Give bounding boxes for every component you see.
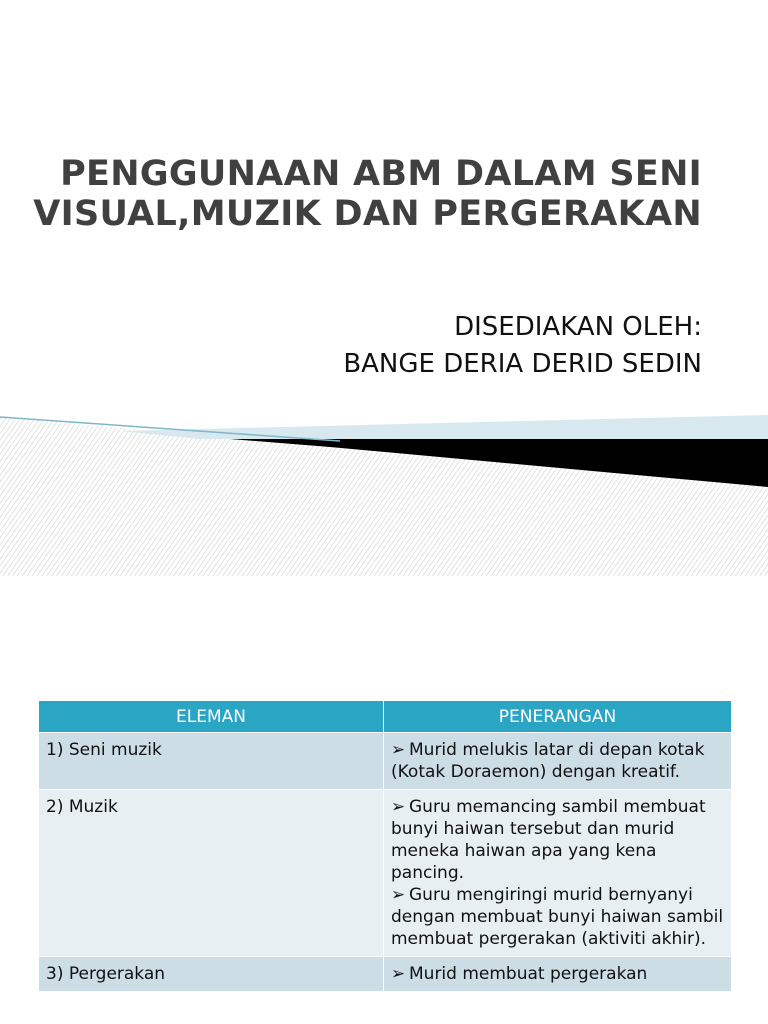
- title-line-2: VISUAL,MUZIK DAN PERGERAKAN: [33, 194, 702, 234]
- light-blue-stripe: [120, 415, 768, 441]
- arrow-bullet-icon: ➢: [391, 885, 406, 905]
- table-row: [39, 957, 732, 992]
- bullet-point: ➢ Murid membuat pergerakan: [391, 964, 648, 984]
- bullet-point: ➢ Guru mengiringi murid bernyanyi dengan membuat bunyi haiwan sambil membuat pergerakan (aktiviti akhir).: [391, 885, 724, 949]
- subtitle-line-2: BANGE DERIA DERID SEDIN: [343, 349, 702, 379]
- description-cell: [384, 957, 732, 992]
- header-penerangan: PENERANGAN: [384, 701, 732, 733]
- description-cell: [384, 733, 732, 790]
- element-cell: 2) Muzik: [39, 790, 384, 957]
- content-slide: [0, 576, 768, 1024]
- slide-subtitle: [102, 309, 702, 383]
- bullet-point: ➢ Guru memancing sambil membuat bunyi haiwan tersebut dan murid meneka haiwan apa yang kena pancing.: [391, 797, 706, 883]
- description-cell: [384, 790, 732, 957]
- decorative-wave-band: [0, 405, 768, 576]
- table-header-row: [39, 701, 732, 733]
- slide-title: [22, 154, 702, 234]
- table-row: [39, 733, 732, 790]
- elements-table: [38, 700, 732, 992]
- arrow-bullet-icon: ➢: [391, 740, 406, 760]
- bullet-point: ➢ Murid melukis latar di depan kotak (Kotak Doraemon) dengan kreatif.: [391, 740, 705, 782]
- table-row: [39, 790, 732, 957]
- title-line-1: PENGGUNAAN ABM DALAM SENI: [60, 154, 702, 194]
- element-cell: 3) Pergerakan: [39, 957, 384, 992]
- element-cell: 1) Seni muzik: [39, 733, 384, 790]
- subtitle-line-1: DISEDIAKAN OLEH:: [454, 312, 702, 342]
- arrow-bullet-icon: ➢: [391, 797, 406, 817]
- arrow-bullet-icon: ➢: [391, 964, 406, 984]
- header-eleman: ELEMAN: [39, 701, 384, 733]
